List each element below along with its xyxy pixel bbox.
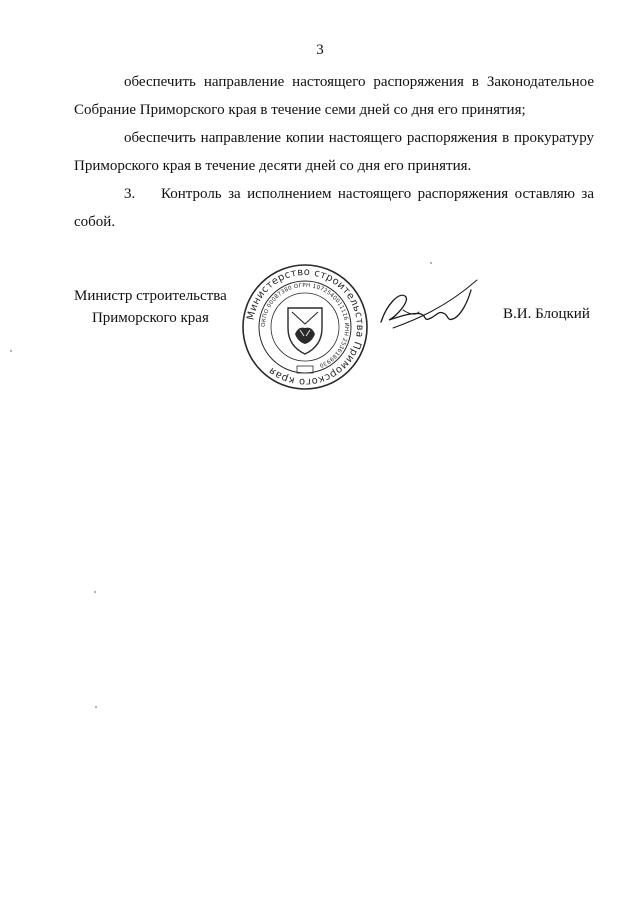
scan-speck [430,262,432,264]
signer-title-line-1: Министр строительства [74,288,227,304]
seal-inner-text: ОКПО 00087380 ОГРН 1072540011116 ИНН 2536189930 [260,282,350,369]
coat-of-arms-icon [288,308,322,354]
paragraph: обеспечить направление настоящего распоряжения в Законодательное Собрание Приморского края в течение семи дней со дня его принятия; [74,74,594,118]
signer-title-line-2: Приморского края [91,310,209,326]
document-body [74,68,594,236]
page-number: 3 [316,42,324,58]
paragraph: обеспечить направление копии настоящего распоряжения в прокуратуру Приморского края в течение десяти дней со дня его принятия. [74,130,594,174]
official-seal [240,262,370,392]
item-number: 3. [124,186,136,202]
scan-speck [95,706,97,708]
numbered-item-3 [74,180,594,236]
item-text: Контроль за исполнением настоящего распоряжения оставляю за собой. [74,186,594,230]
scan-speck [94,591,96,593]
scan-speck [10,350,12,352]
seal-outer-text: Министерство строительства Приморского края [245,266,366,388]
signer-name: В.И. Блоцкий [503,306,590,322]
signer-title [74,285,227,329]
svg-text:ОКПО 00087380 ОГРН 10725400111 [261,283,349,368]
handwritten-signature [375,270,485,350]
